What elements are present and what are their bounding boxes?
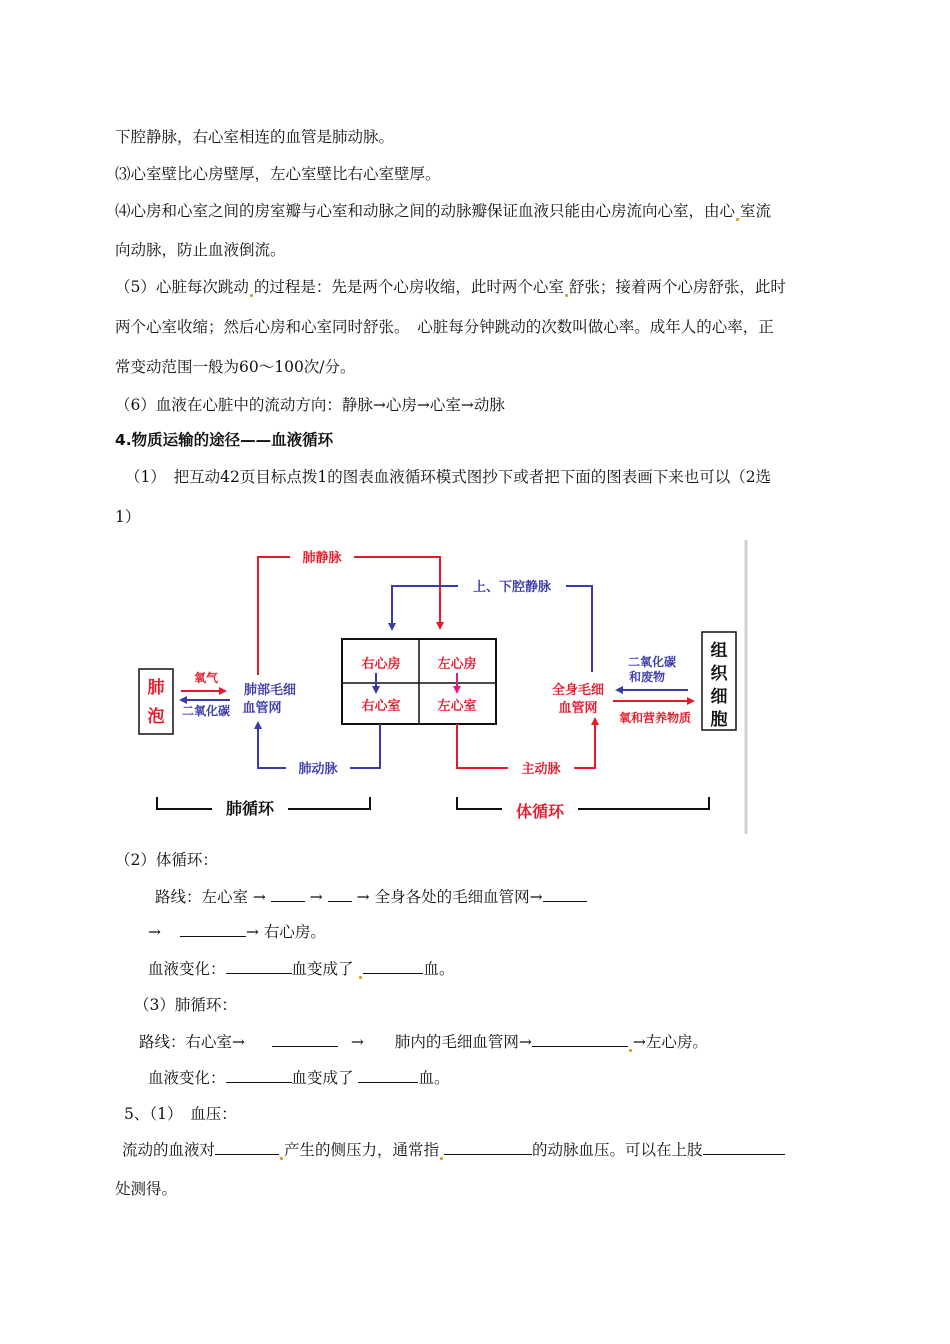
lung-capillary-label-1: 肺部毛细 (243, 683, 297, 698)
paragraph-20: 处测得。 (115, 1180, 178, 1198)
blood-change-text-d: 血液变化： (148, 1069, 226, 1087)
paragraph-9: （1） 把互动42页目标点拨1的图表血液循环模式图抄下或者把下面的图表画下来也可以（2选 (125, 468, 772, 486)
alveoli-label-1: 肺 (147, 678, 165, 698)
paragraph-5-text-a: （5）心脏每次跳动 (115, 278, 249, 296)
pulmonary-circulation-label: 肺循环 (225, 799, 275, 818)
tissue-cell-label-1: 组 (710, 641, 728, 661)
answer-blank[interactable] (272, 1032, 338, 1047)
oxygen-label: 氧气 (193, 671, 219, 685)
answer-blank[interactable] (703, 1140, 785, 1155)
route-text-f: 路线：右心室→ (139, 1033, 245, 1051)
paragraph-3-text: ⑷心房和心室之间的房室瓣与心室和动脉之间的动脉瓣保证血液只能由心房流向心室，由心 (115, 202, 736, 220)
route-text-b: → (309, 888, 323, 906)
section-heading-4: 4.物质运输的途径——血液循环 (115, 431, 334, 449)
blood-pressure-text-c: 的动脉血压。可以在上肢 (532, 1141, 703, 1159)
paragraph-4: 向动脉，防止血液倒流。 (115, 241, 286, 259)
route-text-e: → 右心房。 (245, 923, 326, 941)
paragraph-6: 两个心室收缩；然后心房和心室同时舒张。 心脏每分钟跳动的次数叫做心率。成年人的心率，正 (115, 318, 774, 336)
right-ventricle: 右心室 (361, 699, 401, 714)
pulmonary-blood-change (148, 1068, 449, 1088)
blood-pressure-text-b: 产生的侧压力，通常指 (284, 1141, 440, 1159)
paragraph-5-text-b: 的过程是：先是两个心房收缩，此时两个心室 (253, 278, 564, 296)
answer-blank[interactable] (328, 887, 352, 902)
route-text-c: → 全身各处的毛细血管网→ (356, 888, 543, 906)
systemic-blood-change (148, 959, 454, 979)
blood-change-text-f: 血。 (418, 1069, 450, 1087)
paragraph-18: 5、（1） 血压： (124, 1105, 237, 1123)
answer-blank[interactable] (180, 922, 246, 937)
blood-change-text-b: 血变成了 (291, 960, 354, 978)
answer-blank[interactable] (543, 887, 587, 902)
paragraph-11: （2）体循环： (115, 851, 218, 869)
answer-blank[interactable] (444, 1140, 532, 1155)
paragraph-3-text-end: 室流 (740, 202, 772, 220)
tissue-cell-label-3: 细 (710, 687, 728, 707)
lung-capillary-label-2: 血管网 (242, 701, 282, 716)
tissue-cell-label-2: 织 (710, 664, 728, 684)
paragraph-19 (122, 1140, 785, 1160)
blood-change-text-a: 血液变化： (148, 960, 226, 978)
co2-left-label: 二氧化碳 (181, 704, 231, 718)
body-capillary-label-2: 血管网 (558, 701, 598, 716)
vena-cava-label: 上、下腔静脉 (472, 580, 552, 595)
aorta-label: 主动脉 (521, 762, 561, 777)
right-atrium: 右心房 (361, 657, 401, 672)
dot-mark (629, 1049, 632, 1052)
answer-blank[interactable] (363, 959, 423, 974)
route-text-d: → (148, 923, 161, 941)
answer-blank[interactable] (215, 1140, 279, 1155)
paragraph-1: 下腔静脉，右心室相连的血管是肺动脉。 (115, 128, 395, 146)
left-ventricle: 左心室 (437, 699, 477, 714)
pulmonary-route-line (139, 1032, 708, 1052)
co2-waste-label-2: 和废物 (628, 670, 666, 684)
answer-blank[interactable] (226, 959, 292, 974)
systemic-route-line-1 (155, 887, 587, 907)
paragraph-8: （6）血液在心脏中的流动方向：静脉→心房→心室→动脉 (115, 396, 505, 414)
left-atrium: 左心房 (437, 657, 477, 672)
tissue-cell-label-4: 胞 (710, 710, 728, 730)
paragraph-15: （3）肺循环： (134, 996, 237, 1014)
route-text-a: 路线：左心室 → (155, 888, 266, 906)
co2-waste-label-1: 二氧化碳 (627, 655, 677, 669)
oxygen-nutrient-label: 氧和营养物质 (618, 711, 692, 725)
alveoli-label-2: 泡 (147, 707, 165, 727)
dot-mark (280, 1157, 283, 1160)
paragraph-7: 常变动范围一般为60～100次/分。 (115, 358, 356, 376)
route-text-h: →左心房。 (632, 1033, 708, 1051)
answer-blank[interactable] (271, 887, 305, 902)
blood-pressure-text-a: 流动的血液对 (122, 1141, 216, 1159)
answer-blank[interactable] (226, 1068, 292, 1083)
paragraph-2: ⑶心室壁比心房壁厚，左心室壁比右心室壁厚。 (115, 165, 441, 183)
systemic-circulation-label: 体循环 (515, 802, 565, 821)
answer-blank[interactable] (532, 1032, 628, 1047)
pulmonary-vein-label: 肺静脉 (302, 551, 342, 566)
body-capillary-label-1: 全身毛细 (551, 683, 605, 698)
systemic-route-line-2 (148, 922, 326, 942)
dot-mark (440, 1157, 443, 1160)
blood-change-text-e: 血变成了 (291, 1069, 354, 1087)
route-text-g: → 肺内的毛细血管网→ (350, 1033, 532, 1051)
paragraph-10: 1） (115, 508, 141, 526)
dot-mark (359, 976, 362, 979)
answer-blank[interactable] (358, 1068, 418, 1083)
pulmonary-artery-label: 肺动脉 (298, 762, 338, 777)
paragraph-5-text-c: 舒张；接着两个心房舒张，此时 (568, 278, 786, 296)
blood-change-text-c: 血。 (423, 960, 455, 978)
systemic-circulation-bracket (457, 797, 709, 809)
